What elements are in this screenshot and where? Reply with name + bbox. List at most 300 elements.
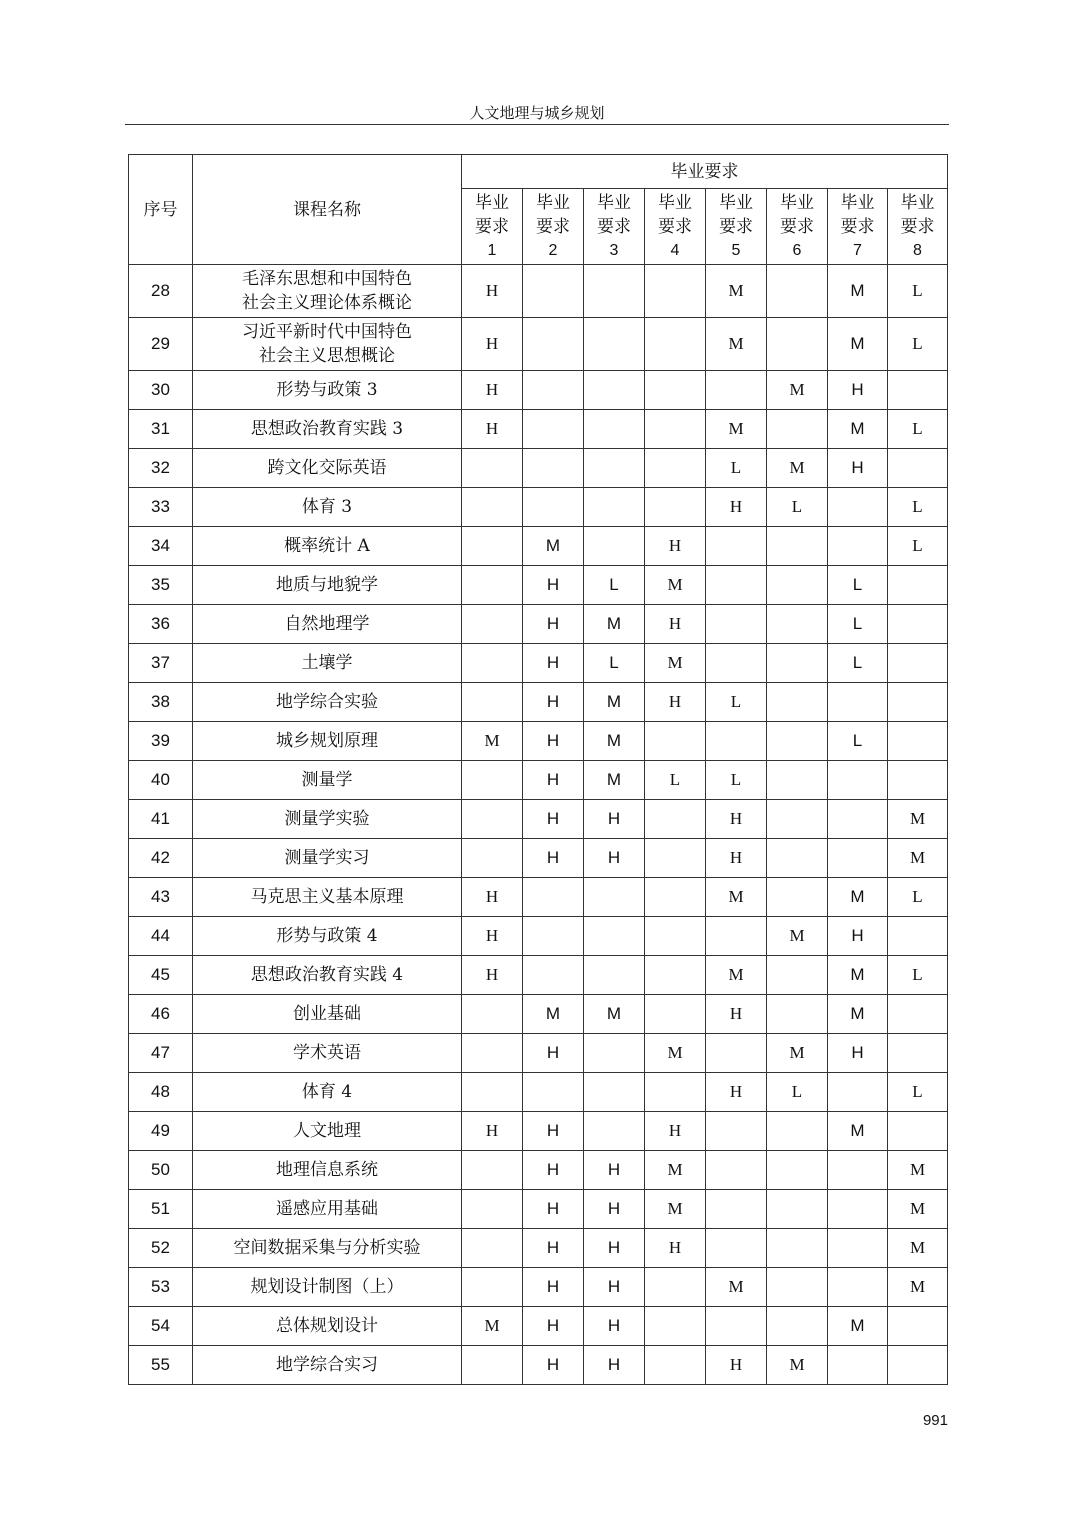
requirement-mark-cell: H bbox=[462, 371, 523, 410]
requirement-mark-cell: H bbox=[462, 265, 523, 318]
serial-number-cell: 37 bbox=[129, 644, 193, 683]
table-row bbox=[129, 449, 948, 488]
requirement-mark-cell bbox=[462, 1034, 523, 1073]
requirement-header-line: 要求 bbox=[900, 216, 935, 237]
serial-number-cell: 47 bbox=[129, 1034, 193, 1073]
course-name-cell bbox=[193, 1034, 462, 1073]
page-header: 人文地理与城乡规划 bbox=[125, 102, 949, 125]
course-name-line: 人文地理 bbox=[293, 1121, 361, 1141]
requirement-mark-cell bbox=[584, 318, 645, 371]
requirement-mark-cell: H bbox=[462, 878, 523, 917]
requirement-mark-cell bbox=[706, 1190, 767, 1229]
course-name-cell bbox=[193, 800, 462, 839]
requirement-mark-cell: H bbox=[523, 1034, 584, 1073]
requirement-mark-cell bbox=[462, 1229, 523, 1268]
requirement-mark-cell bbox=[767, 1151, 828, 1190]
requirement-header-7 bbox=[828, 189, 888, 265]
requirement-header-line: 要求 bbox=[597, 216, 631, 237]
table-row bbox=[129, 1190, 948, 1229]
serial-number-cell: 32 bbox=[129, 449, 193, 488]
table-row bbox=[129, 1229, 948, 1268]
serial-number-cell: 38 bbox=[129, 683, 193, 722]
course-name-line: 学术英语 bbox=[293, 1043, 361, 1063]
requirement-mark-cell bbox=[706, 1307, 767, 1346]
serial-column-header: 序号 bbox=[129, 155, 193, 265]
course-name-line: 测量学 bbox=[301, 770, 353, 790]
requirement-mark-cell: L bbox=[888, 956, 948, 995]
requirement-mark-cell: H bbox=[523, 683, 584, 722]
course-name-cell bbox=[193, 995, 462, 1034]
requirement-mark-cell: L bbox=[584, 566, 645, 605]
requirement-mark-cell: H bbox=[828, 1034, 888, 1073]
serial-number-cell: 44 bbox=[129, 917, 193, 956]
table-row bbox=[129, 644, 948, 683]
course-name-line: 地学综合实验 bbox=[276, 692, 378, 712]
requirement-mark-cell: H bbox=[584, 1151, 645, 1190]
course-name-cell bbox=[193, 683, 462, 722]
requirement-mark-cell bbox=[462, 995, 523, 1034]
requirement-header-6 bbox=[767, 189, 828, 265]
requirement-mark-cell bbox=[462, 839, 523, 878]
requirement-mark-cell: L bbox=[888, 318, 948, 371]
requirement-mark-cell bbox=[645, 371, 706, 410]
requirement-mark-cell bbox=[462, 1073, 523, 1112]
requirement-mark-cell bbox=[767, 265, 828, 318]
requirement-mark-cell bbox=[645, 1268, 706, 1307]
requirement-mark-cell bbox=[888, 566, 948, 605]
course-name-cell bbox=[193, 566, 462, 605]
table-row bbox=[129, 1112, 948, 1151]
page-number: 991 bbox=[922, 1412, 948, 1429]
requirement-mark-cell: H bbox=[462, 956, 523, 995]
requirement-header-line: 8 bbox=[913, 241, 922, 259]
requirement-mark-cell bbox=[584, 878, 645, 917]
requirement-mark-cell bbox=[706, 566, 767, 605]
requirement-mark-cell: H bbox=[523, 1190, 584, 1229]
requirement-mark-cell: H bbox=[645, 527, 706, 566]
requirement-mark-cell: L bbox=[645, 761, 706, 800]
requirement-mark-cell bbox=[462, 683, 523, 722]
requirement-mark-cell: H bbox=[584, 1307, 645, 1346]
requirement-mark-cell: M bbox=[828, 318, 888, 371]
requirement-mark-cell: H bbox=[584, 1268, 645, 1307]
requirement-header-8 bbox=[888, 189, 948, 265]
requirement-mark-cell: M bbox=[767, 449, 828, 488]
table-row bbox=[129, 800, 948, 839]
requirement-mark-cell bbox=[523, 878, 584, 917]
course-name-line: 跨文化交际英语 bbox=[267, 458, 387, 478]
requirement-mark-cell bbox=[828, 1268, 888, 1307]
requirement-mark-cell: L bbox=[706, 761, 767, 800]
requirement-header-line: 4 bbox=[670, 241, 680, 259]
requirement-mark-cell bbox=[828, 1073, 888, 1112]
requirement-mark-cell: M bbox=[523, 527, 584, 566]
table-row bbox=[129, 488, 948, 527]
requirement-mark-cell bbox=[523, 318, 584, 371]
table-row bbox=[129, 1346, 948, 1385]
requirement-mark-cell bbox=[828, 488, 888, 527]
course-name-cell bbox=[193, 1346, 462, 1385]
requirement-mark-cell bbox=[706, 527, 767, 566]
serial-number-cell: 33 bbox=[129, 488, 193, 527]
course-name-cell bbox=[193, 265, 462, 318]
requirement-mark-cell: H bbox=[462, 318, 523, 371]
requirement-mark-cell bbox=[888, 644, 948, 683]
requirement-mark-cell bbox=[584, 410, 645, 449]
requirement-mark-cell bbox=[645, 917, 706, 956]
requirement-mark-cell: M bbox=[523, 995, 584, 1034]
requirement-header-line: 2 bbox=[548, 241, 558, 259]
requirement-mark-cell bbox=[584, 265, 645, 318]
serial-number-cell: 35 bbox=[129, 566, 193, 605]
requirement-mark-cell: L bbox=[888, 527, 948, 566]
course-name-line: 社会主义思想概论 bbox=[259, 346, 395, 366]
requirement-mark-cell bbox=[767, 410, 828, 449]
requirement-mark-cell bbox=[462, 527, 523, 566]
requirement-mark-cell: M bbox=[767, 371, 828, 410]
requirement-mark-cell bbox=[523, 488, 584, 527]
requirement-mark-cell bbox=[645, 318, 706, 371]
requirement-mark-cell: M bbox=[462, 722, 523, 761]
requirements-matrix-table bbox=[128, 154, 948, 1385]
requirement-mark-cell: H bbox=[523, 1229, 584, 1268]
requirement-mark-cell bbox=[888, 722, 948, 761]
requirement-mark-cell: H bbox=[828, 917, 888, 956]
requirement-mark-cell: L bbox=[888, 1073, 948, 1112]
requirement-header-line: 7 bbox=[853, 241, 862, 259]
requirement-mark-cell bbox=[645, 1346, 706, 1385]
requirement-mark-cell bbox=[828, 839, 888, 878]
course-name-line: 体育 4 bbox=[301, 1082, 353, 1102]
requirement-mark-cell bbox=[888, 761, 948, 800]
requirement-mark-cell: M bbox=[828, 265, 888, 318]
requirement-mark-cell bbox=[462, 605, 523, 644]
course-name-cell bbox=[193, 917, 462, 956]
requirement-mark-cell bbox=[767, 1190, 828, 1229]
requirement-mark-cell: M bbox=[584, 605, 645, 644]
course-name-line: 体育 3 bbox=[301, 497, 353, 517]
serial-number-cell: 52 bbox=[129, 1229, 193, 1268]
requirement-mark-cell bbox=[462, 761, 523, 800]
requirement-mark-cell: H bbox=[645, 1229, 706, 1268]
requirement-mark-cell: H bbox=[584, 1346, 645, 1385]
requirement-mark-cell: H bbox=[706, 488, 767, 527]
requirement-mark-cell bbox=[828, 1190, 888, 1229]
requirement-mark-cell: H bbox=[828, 371, 888, 410]
requirement-mark-cell: M bbox=[767, 1346, 828, 1385]
serial-number-cell: 41 bbox=[129, 800, 193, 839]
requirement-header-1 bbox=[462, 189, 523, 265]
requirement-mark-cell bbox=[523, 410, 584, 449]
requirement-mark-cell: M bbox=[645, 566, 706, 605]
course-name-cell bbox=[193, 527, 462, 566]
serial-number-cell: 53 bbox=[129, 1268, 193, 1307]
course-name-line: 地理信息系统 bbox=[276, 1160, 378, 1180]
requirement-mark-cell bbox=[706, 722, 767, 761]
requirement-mark-cell bbox=[584, 1073, 645, 1112]
requirement-mark-cell: M bbox=[888, 1268, 948, 1307]
requirement-header-line: 3 bbox=[609, 241, 619, 259]
requirement-mark-cell bbox=[706, 371, 767, 410]
course-name-line: 地学综合实习 bbox=[276, 1355, 378, 1375]
serial-number-cell: 29 bbox=[129, 318, 193, 371]
requirement-mark-cell: M bbox=[584, 683, 645, 722]
requirement-mark-cell: H bbox=[645, 683, 706, 722]
requirement-mark-cell: M bbox=[706, 878, 767, 917]
course-name-cell bbox=[193, 956, 462, 995]
course-name-cell bbox=[193, 410, 462, 449]
table-row bbox=[129, 265, 948, 318]
requirement-mark-cell: H bbox=[523, 722, 584, 761]
table-row bbox=[129, 1151, 948, 1190]
course-name-line: 习近平新时代中国特色 bbox=[242, 322, 412, 342]
requirement-mark-cell: H bbox=[523, 1268, 584, 1307]
requirement-mark-cell: M bbox=[828, 878, 888, 917]
table-row bbox=[129, 527, 948, 566]
requirement-mark-cell bbox=[584, 917, 645, 956]
requirement-mark-cell bbox=[706, 1034, 767, 1073]
requirement-mark-cell bbox=[888, 683, 948, 722]
table-row bbox=[129, 722, 948, 761]
table-row bbox=[129, 995, 948, 1034]
requirement-mark-cell: M bbox=[888, 800, 948, 839]
requirement-mark-cell: H bbox=[523, 1112, 584, 1151]
requirement-mark-cell bbox=[767, 761, 828, 800]
serial-number-cell: 54 bbox=[129, 1307, 193, 1346]
requirement-mark-cell bbox=[888, 1346, 948, 1385]
requirement-mark-cell: M bbox=[828, 995, 888, 1034]
requirement-mark-cell bbox=[706, 917, 767, 956]
requirement-mark-cell bbox=[645, 1073, 706, 1112]
requirement-mark-cell bbox=[828, 527, 888, 566]
requirement-mark-cell bbox=[706, 605, 767, 644]
requirement-mark-cell: H bbox=[523, 605, 584, 644]
course-name-cell bbox=[193, 1268, 462, 1307]
requirement-mark-cell: L bbox=[584, 644, 645, 683]
course-name-line: 形势与政策 4 bbox=[276, 926, 378, 946]
course-name-cell bbox=[193, 318, 462, 371]
course-name-cell bbox=[193, 449, 462, 488]
requirement-mark-cell: M bbox=[706, 410, 767, 449]
requirement-mark-cell bbox=[767, 1112, 828, 1151]
requirement-header-line: 要求 bbox=[719, 216, 753, 237]
requirement-header-line: 要求 bbox=[780, 216, 814, 237]
serial-number-cell: 48 bbox=[129, 1073, 193, 1112]
requirement-mark-cell bbox=[888, 917, 948, 956]
requirement-mark-cell bbox=[767, 956, 828, 995]
requirement-mark-cell bbox=[767, 683, 828, 722]
serial-number-cell: 30 bbox=[129, 371, 193, 410]
requirement-header-3 bbox=[584, 189, 645, 265]
requirement-mark-cell: H bbox=[523, 566, 584, 605]
requirement-mark-cell bbox=[888, 995, 948, 1034]
requirement-header-line: 毕业 bbox=[840, 192, 875, 213]
requirement-mark-cell bbox=[767, 605, 828, 644]
course-name-line: 测量学实验 bbox=[284, 809, 370, 829]
requirement-mark-cell bbox=[888, 371, 948, 410]
requirement-mark-cell: M bbox=[584, 995, 645, 1034]
requirement-mark-cell: H bbox=[523, 761, 584, 800]
requirement-mark-cell: M bbox=[645, 1190, 706, 1229]
requirement-mark-cell bbox=[645, 410, 706, 449]
requirement-mark-cell: H bbox=[523, 800, 584, 839]
course-name-line: 总体规划设计 bbox=[276, 1316, 378, 1336]
serial-number-cell: 55 bbox=[129, 1346, 193, 1385]
requirement-mark-cell bbox=[523, 1073, 584, 1112]
requirement-mark-cell bbox=[828, 1151, 888, 1190]
requirement-header-line: 要求 bbox=[658, 216, 692, 237]
course-name-line: 空间数据采集与分析实验 bbox=[233, 1238, 421, 1258]
serial-number-cell: 43 bbox=[129, 878, 193, 917]
requirement-header-5 bbox=[706, 189, 767, 265]
requirement-mark-cell bbox=[645, 265, 706, 318]
requirement-mark-cell bbox=[767, 644, 828, 683]
serial-number-cell: 45 bbox=[129, 956, 193, 995]
requirement-mark-cell bbox=[523, 265, 584, 318]
requirement-mark-cell: M bbox=[828, 410, 888, 449]
requirement-mark-cell bbox=[523, 956, 584, 995]
table-row bbox=[129, 956, 948, 995]
requirement-mark-cell bbox=[828, 683, 888, 722]
requirement-mark-cell: H bbox=[706, 800, 767, 839]
course-name-cell bbox=[193, 1073, 462, 1112]
requirement-mark-cell: H bbox=[584, 1229, 645, 1268]
requirement-mark-cell bbox=[767, 878, 828, 917]
table-row bbox=[129, 605, 948, 644]
requirement-mark-cell bbox=[462, 1346, 523, 1385]
requirement-mark-cell: L bbox=[888, 878, 948, 917]
requirement-mark-cell bbox=[706, 1112, 767, 1151]
requirement-mark-cell bbox=[462, 800, 523, 839]
table-row bbox=[129, 371, 948, 410]
course-name-line: 创业基础 bbox=[293, 1004, 361, 1024]
requirement-mark-cell bbox=[767, 839, 828, 878]
requirement-mark-cell bbox=[767, 995, 828, 1034]
requirement-header-line: 毕业 bbox=[597, 192, 631, 213]
graduation-requirements-group-header: 毕业要求 bbox=[462, 155, 948, 189]
requirement-mark-cell: L bbox=[828, 644, 888, 683]
requirement-mark-cell: M bbox=[767, 917, 828, 956]
table-row bbox=[129, 683, 948, 722]
requirement-header-4 bbox=[645, 189, 706, 265]
requirement-mark-cell bbox=[462, 1190, 523, 1229]
serial-number-cell: 42 bbox=[129, 839, 193, 878]
course-name-cell bbox=[193, 1307, 462, 1346]
requirement-mark-cell bbox=[645, 722, 706, 761]
requirement-mark-cell: H bbox=[523, 839, 584, 878]
requirement-mark-cell bbox=[767, 318, 828, 371]
serial-number-cell: 49 bbox=[129, 1112, 193, 1151]
table-row bbox=[129, 566, 948, 605]
table-row bbox=[129, 878, 948, 917]
requirement-header-line: 毕业 bbox=[536, 192, 570, 213]
course-name-line: 马克思主义基本原理 bbox=[250, 887, 404, 907]
requirement-mark-cell: H bbox=[462, 1112, 523, 1151]
course-name-cell bbox=[193, 1229, 462, 1268]
requirement-mark-cell bbox=[645, 800, 706, 839]
requirement-mark-cell: M bbox=[888, 1151, 948, 1190]
requirement-mark-cell bbox=[462, 1268, 523, 1307]
requirement-mark-cell bbox=[767, 722, 828, 761]
requirement-mark-cell: M bbox=[645, 1034, 706, 1073]
requirement-mark-cell bbox=[767, 1307, 828, 1346]
requirement-mark-cell: M bbox=[888, 1190, 948, 1229]
requirement-mark-cell bbox=[462, 488, 523, 527]
requirement-mark-cell bbox=[645, 449, 706, 488]
requirement-header-line: 5 bbox=[731, 241, 741, 259]
requirement-mark-cell: M bbox=[888, 839, 948, 878]
requirement-mark-cell: M bbox=[462, 1307, 523, 1346]
course-name-cell bbox=[193, 1151, 462, 1190]
course-name-cell bbox=[193, 878, 462, 917]
serial-number-cell: 39 bbox=[129, 722, 193, 761]
requirement-mark-cell: M bbox=[584, 722, 645, 761]
requirement-header-line: 要求 bbox=[840, 216, 875, 237]
requirement-mark-cell: L bbox=[828, 566, 888, 605]
serial-number-cell: 40 bbox=[129, 761, 193, 800]
requirement-mark-cell bbox=[828, 1229, 888, 1268]
course-name-line: 社会主义理论体系概论 bbox=[242, 293, 412, 313]
course-name-cell bbox=[193, 644, 462, 683]
requirement-mark-cell bbox=[645, 488, 706, 527]
requirement-mark-cell: L bbox=[767, 488, 828, 527]
requirement-mark-cell bbox=[523, 449, 584, 488]
course-name-cell bbox=[193, 1190, 462, 1229]
requirement-mark-cell: H bbox=[645, 1112, 706, 1151]
table-row bbox=[129, 917, 948, 956]
requirement-mark-cell: L bbox=[888, 410, 948, 449]
requirement-mark-cell: H bbox=[462, 917, 523, 956]
requirement-mark-cell bbox=[706, 644, 767, 683]
requirement-header-2 bbox=[523, 189, 584, 265]
requirement-mark-cell bbox=[584, 956, 645, 995]
requirement-mark-cell: H bbox=[523, 1151, 584, 1190]
requirement-mark-cell: H bbox=[523, 1346, 584, 1385]
requirement-mark-cell: M bbox=[828, 1112, 888, 1151]
serial-number-cell: 31 bbox=[129, 410, 193, 449]
table-row bbox=[129, 839, 948, 878]
course-name-line: 规划设计制图（上） bbox=[250, 1277, 404, 1297]
requirement-header-line: 毕业 bbox=[658, 192, 692, 213]
requirement-mark-cell: M bbox=[767, 1034, 828, 1073]
requirement-header-line: 6 bbox=[792, 241, 802, 259]
requirement-mark-cell bbox=[706, 1151, 767, 1190]
serial-number-cell: 36 bbox=[129, 605, 193, 644]
requirement-mark-cell: M bbox=[706, 318, 767, 371]
requirement-mark-cell bbox=[645, 1307, 706, 1346]
table-row bbox=[129, 318, 948, 371]
table-row bbox=[129, 761, 948, 800]
requirement-mark-cell bbox=[523, 917, 584, 956]
requirement-mark-cell: M bbox=[828, 956, 888, 995]
requirement-mark-cell bbox=[462, 644, 523, 683]
requirement-mark-cell bbox=[584, 1034, 645, 1073]
course-name-line: 思想政治教育实践 3 bbox=[250, 419, 404, 439]
requirement-mark-cell: H bbox=[706, 1073, 767, 1112]
course-name-line: 测量学实习 bbox=[284, 848, 370, 868]
requirement-mark-cell bbox=[888, 1034, 948, 1073]
table-row bbox=[129, 1073, 948, 1112]
requirement-mark-cell bbox=[888, 605, 948, 644]
requirement-mark-cell bbox=[645, 839, 706, 878]
requirement-mark-cell bbox=[462, 449, 523, 488]
course-name-cell bbox=[193, 722, 462, 761]
course-name-cell bbox=[193, 488, 462, 527]
requirement-mark-cell: M bbox=[706, 1268, 767, 1307]
requirement-mark-cell: L bbox=[767, 1073, 828, 1112]
requirement-mark-cell: L bbox=[706, 683, 767, 722]
requirement-header-line: 要求 bbox=[475, 216, 509, 237]
